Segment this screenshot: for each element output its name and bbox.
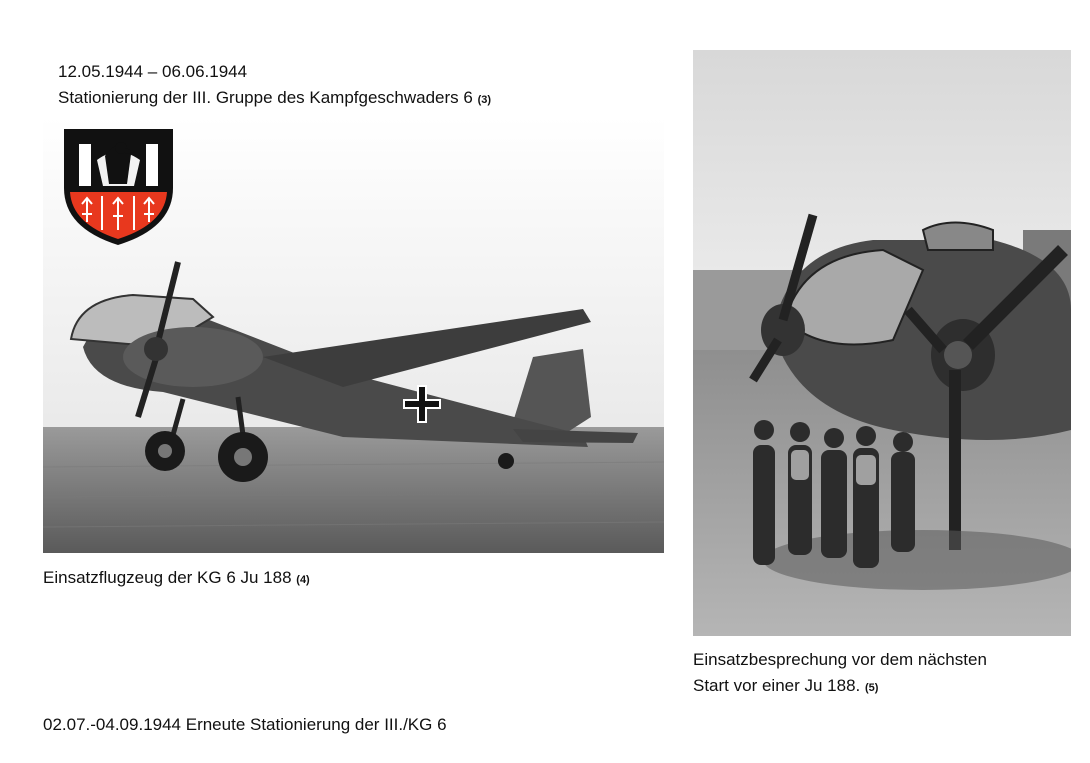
squadron-emblem	[61, 126, 176, 248]
left-caption-reference: (4)	[296, 574, 310, 586]
title-reference: (3)	[477, 94, 492, 106]
date-range: 12.05.1944 – 06.06.1944	[58, 62, 248, 81]
left-photo-caption	[43, 566, 310, 592]
right-photo-caption-line1: Einsatzbesprechung vor dem nächsten	[693, 650, 987, 669]
page-title	[58, 86, 491, 112]
left-caption-text: Einsatzflugzeug der KG 6 Ju 188	[43, 568, 292, 587]
footer-text: 02.07.-04.09.1944 Erneute Stationierung der III./KG 6	[43, 715, 447, 734]
right-photo-caption-line2	[693, 674, 878, 700]
briefing-photo	[693, 50, 1071, 636]
right-caption-reference: (5)	[865, 682, 879, 694]
right-caption-text: Start vor einer Ju 188.	[693, 676, 861, 695]
page-title-text: Stationierung der III. Gruppe des Kampfgeschwaders 6	[58, 88, 473, 107]
